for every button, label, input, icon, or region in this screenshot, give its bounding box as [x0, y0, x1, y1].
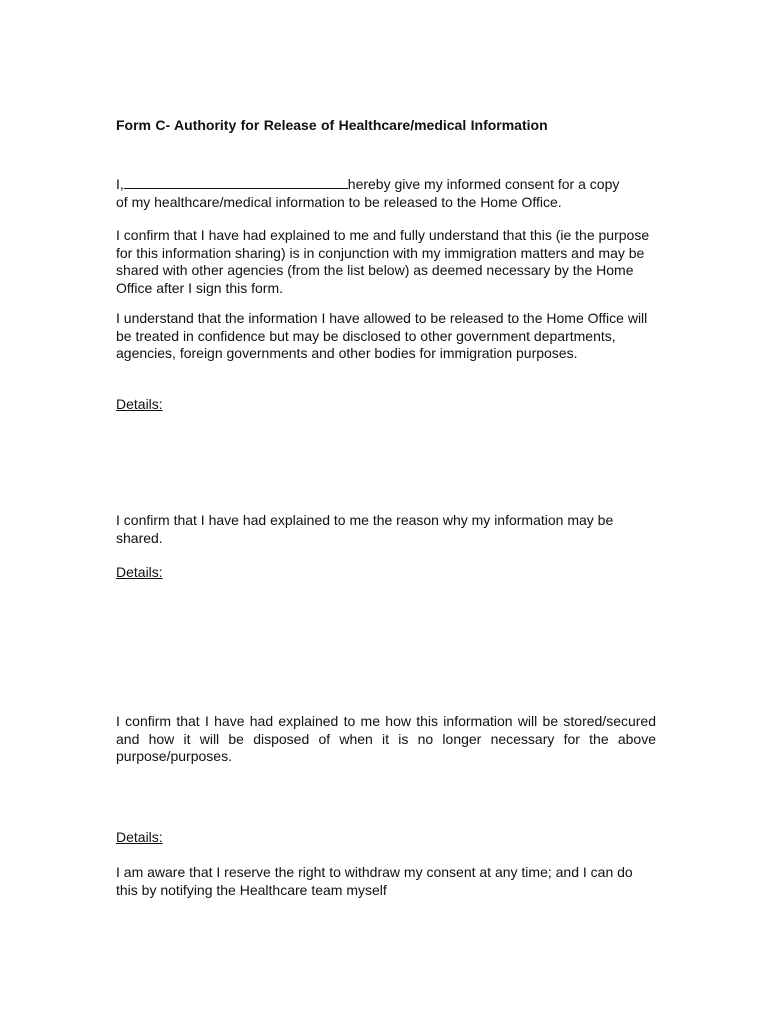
paragraph-confirm-purpose: I confirm that I have had explained to me and fully understand that this (ie the purpose for this information sharing) is in conjunction with my immigration matters and may be shared with other agencies (from the list below) as deemed necessary by the Home Office after I sign this form.: [116, 227, 650, 296]
consent-line2: of my healthcare/medical information to be released to the Home Office.: [116, 193, 562, 210]
consent-prefix: I,: [116, 176, 124, 192]
details-label-3: Details:: [116, 829, 163, 845]
paragraph-withdraw: I am aware that I reserve the right to withdraw my consent at any time; and I can do this by notifying the Healthcare team myself: [116, 864, 633, 898]
consent-suffix: hereby give my informed consent for a copy: [347, 176, 620, 192]
name-blank-line[interactable]: [124, 176, 348, 189]
paragraph-reason: I confirm that I have had explained to me the reason why my information may be shared.: [116, 512, 614, 546]
details-label-1: Details:: [116, 396, 163, 412]
consent-statement: [116, 176, 656, 211]
details-label-2: Details:: [116, 564, 163, 580]
form-title: Form C- Authority for Release of Healthcare/medical Information: [116, 117, 548, 133]
paragraph-storage: I confirm that I have had explained to me how this information will be stored/secured and how it will be disposed of when it is no longer necessary for the above purpose/purposes.: [116, 713, 656, 764]
paragraph-confidence: I understand that the information I have allowed to be released to the Home Office will be treated in confidence but may be disclosed to other government departments, agencies, foreign governments and other bodies for immigration purposes.: [116, 310, 648, 361]
